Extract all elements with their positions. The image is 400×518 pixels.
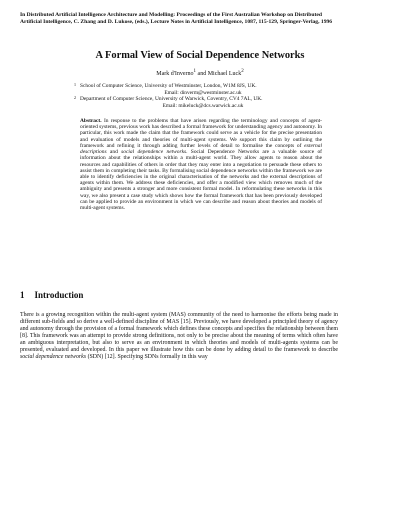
abstract [80, 118, 322, 211]
affiliations [74, 83, 326, 109]
affiliation-text: School of Computer Science, University of Westminster, London, W1M 8JS, UK. [80, 83, 257, 89]
affiliation-email: Email: dinverm@westminster.ac.uk [164, 89, 242, 96]
author-name-1: Mark d'Inverno [156, 71, 194, 77]
paper-title: A Formal View of Social Dependence Networks [95, 50, 305, 61]
affiliation-2 [74, 96, 326, 109]
abstract-text: In response to the problems that have arisen regarding the terminology and concepts of agent-oriented systems, previous work has described a formal framework for understanding agency and autonomy. In particular, this work made the claim that the framework could serve as a vehicle for the precise presentation and evaluation of models and theories of multi-agent systems. We support this claim by outlining the framework and refining it through adding further levels of detail to formalise the concepts of [80, 118, 322, 149]
abstract-text: and [106, 149, 122, 156]
introduction-paragraph [20, 312, 338, 361]
affiliation-email: Email: mikeluck@dcs.warwick.ac.uk [162, 102, 244, 109]
abstract-emphasis: social dependence networks [121, 149, 187, 156]
author-marker-2: 2 [241, 69, 244, 74]
abstract-emphasis: external descriptions [80, 142, 322, 156]
section-number: 1 [20, 290, 25, 300]
author-marker-1: 1 [193, 69, 197, 74]
body-emphasis: social dependence networks [20, 354, 87, 361]
section-heading [20, 290, 340, 301]
section-title: Introduction [34, 290, 84, 300]
publication-note: In Distributed Artificial Intelligence Architecture and Modelling: Proceedings of the First Australian Workshop on Distributed Artificial Intelligence, C. Zhang and D. Lukose, (eds.), Lecture Notes in Artificial Intelligence, 1087, 115-129, Springer-Verlag, 1996 [20, 12, 333, 26]
author-name-2: and Michael Luck [196, 71, 242, 77]
affiliation-text: Department of Computer Science, University of Warwick, Coventry, CV4 7AL, UK. [80, 96, 263, 103]
abstract-text: . Social Dependence Networks are a valuable source of information about the relationships within a multi-agent world. They allow agents to reason about the resources and capabilities of others in order that they may enter into a negotiation to persuade these others to assist them in completing their tasks. By formalising social dependence networks within the framework we are able to identify deficiencies in the original characterisation of the networks and the external descriptions of agents within them. We address these deficiencies, and offer a modified view which removes much of the ambiguity and presents a stronger and more consistent formal model. In reformulating these networks in this way, we also present a case study which shows how the formal framework that has been previously developed can be applied to provide an environment in which we can describe and reason about theories and models of multi-agent systems. [80, 149, 322, 212]
affiliation-marker: 2 [74, 95, 76, 101]
body-text: (SDN) [12]. Specifying SDNs formally in this way [86, 354, 208, 361]
body-text: There is a growing recognition within the multi-agent system (MAS) community of the need to harmonise the efforts being made in different sub-fields and so derive a well-defined discipline of MAS [15]. Previously, we have developed a principled theory of agency and autonomy through the provision of a formal framework which defines these concepts and specifies the relationship between them [8]. This framework was an attempt to provide strong definitions, not only to be precise about the meaning of terms which often have an ambiguous interpretation, but also to serve as an environment in which theories and models of multi-agents systems can be presented, evaluated and developed. In this paper we illustrate how this can be done by adding detail to the framework to describe [20, 312, 338, 354]
author-line [74, 68, 326, 78]
affiliation-1 [74, 83, 326, 96]
affiliation-marker: 1 [74, 82, 76, 87]
abstract-label: Abstract. [80, 118, 102, 124]
